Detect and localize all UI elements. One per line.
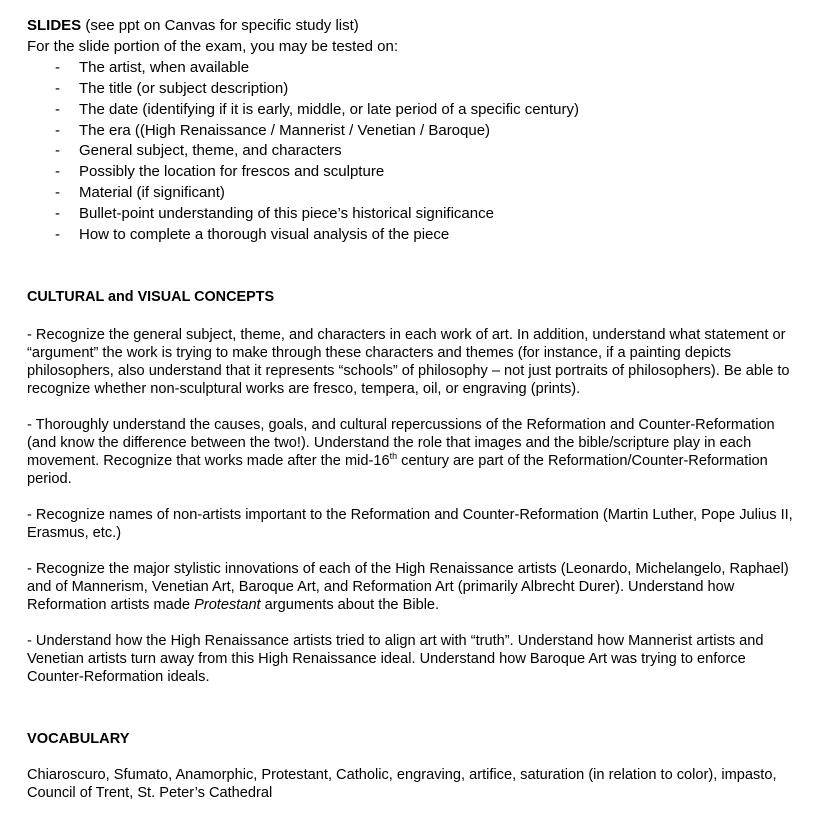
cultural-paragraph-2-text-a: - Thoroughly understand the causes, goals, and cultural repercussions of the Reformation and Counter-Reformation (and know the difference between the two!). Understand the role that images and the bible/scripture play in each movement. Recognize that works made after the mid-16 [27,416,775,469]
vocabulary-text: Chiaroscuro, Sfumato, Anamorphic, Protestant, Catholic, engraving, artifice, saturation (in relation to color), impasto, Council of Trent, St. Peter’s Cathedral [27,766,777,801]
cultural-section [27,287,797,686]
vocabulary-heading: VOCABULARY [27,730,130,747]
list-item: - Material (if significant) [27,183,797,204]
list-item: - How to complete a thorough visual analysis of the piece [27,225,797,246]
emphasis-protestant: Protestant [194,596,261,613]
cultural-paragraph-5: - Understand how the High Renaissance artists tried to align art with “truth”. Understand how Mannerist artists and Venetian artists turn away from this High Renaissance ideal. Understand how Baroque Art was trying to enforce Counter-Reformation ideals. [27,632,764,685]
list-item: - The artist, when available [27,58,797,79]
slides-heading-note: (see ppt on Canvas for specific study list) [81,17,359,34]
slides-section [27,16,797,246]
cultural-paragraph-4 [27,560,797,614]
cultural-paragraph-2 [27,416,797,488]
cultural-paragraph-3: - Recognize names of non-artists important to the Reformation and Counter-Reformation (Martin Luther, Pope Julius II, Erasmus, etc.) [27,506,793,541]
document-page [27,16,797,802]
list-item: - The title (or subject description) [27,79,797,100]
vocabulary-section [27,730,797,802]
list-item: - Bullet-point understanding of this piece’s historical significance [27,204,797,225]
slides-heading-line [27,16,797,37]
ordinal-superscript: th [389,451,398,462]
list-item: - Possibly the location for frescos and sculpture [27,162,797,183]
cultural-paragraph-4-text-b: arguments about the Bible. [260,596,440,613]
slides-intro: For the slide portion of the exam, you may be tested on: [27,37,399,55]
cultural-paragraph-1: - Recognize the general subject, theme, and characters in each work of art. In addition, understand what statement or “argument” the work is trying to make through these characters and themes (for instance, if a painting depicts philosophers, also understand that it represents “schools” of philosophy – not just portraits of philosophers). Be able to recognize whether non-sculptural works are fresco, tempera, oil, or engraving (prints). [27,326,790,397]
list-item: - The date (identifying if it is early, middle, or late period of a specific century) [27,100,797,121]
list-item: - The era ((High Renaissance / Mannerist / Venetian / Baroque) [27,121,797,142]
slides-heading: SLIDES [27,17,82,34]
list-item: - General subject, theme, and characters [27,141,797,162]
cultural-paragraph-2-text-b: century are part of the Reformation/Counter-Reformation period. [27,452,768,487]
cultural-paragraph-4-text-a: - Recognize the major stylistic innovations of each of the High Renaissance artists (Leonardo, Michelangelo, Raphael) and of Mannerism, Venetian Art, Baroque Art, and Reformation Art (primarily Albrecht Durer). Understand how Reformation artists made [27,560,789,613]
cultural-heading: CULTURAL and VISUAL CONCEPTS [27,288,275,305]
slides-list [27,58,797,246]
